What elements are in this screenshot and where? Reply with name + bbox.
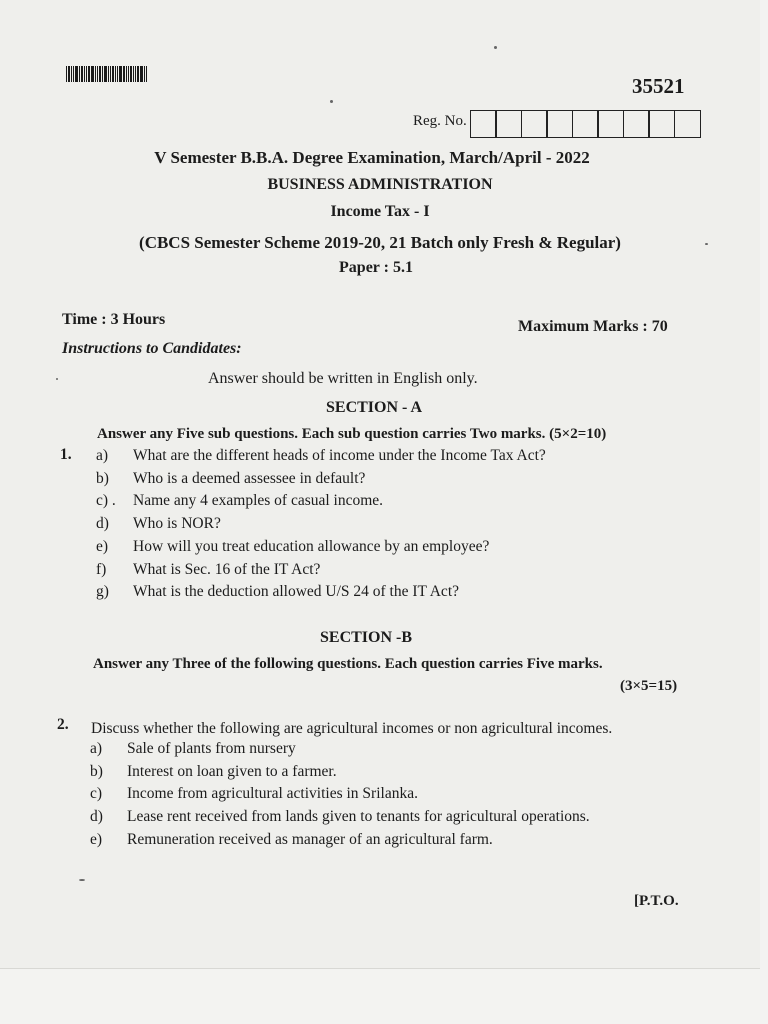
section-b-marks: (3×5=15) [620,678,678,694]
section-a-item-text: What is the deduction allowed U/S 24 of the IT Act? [133,583,459,601]
barcode-bar [68,66,70,82]
section-a-item-text: How will you treat education allowance by an employee? [133,537,490,555]
barcode-bar [117,66,118,82]
barcode [66,66,148,82]
section-a-item-label: d) [96,515,109,533]
barcode-bar [146,66,147,82]
reg-no-box[interactable] [623,110,650,138]
section-b-item-label: a) [90,740,103,757]
section-b-item-text: Interest on loan given to a farmer. [127,762,337,780]
barcode-bar [128,66,129,82]
section-a-item-label: a) [96,447,109,464]
paper-name: Income Tax - I [330,203,430,220]
barcode-bar [110,66,111,82]
barcode-bar [137,66,139,82]
reg-no-label: Reg. No. [413,113,467,129]
barcode-bar [86,66,87,82]
section-b-instruction: Answer any Three of the following questions. Each question carries Five marks. [93,656,603,672]
section-a-item-text: Name any 4 examples of casual income. [133,492,384,510]
barcode-bar [81,66,83,82]
barcode-bar [115,66,116,82]
barcode-bar [126,66,127,82]
section-a-item-label: e) [96,537,109,555]
section-b-item-text: Income from agricultural activities in Srilanka. [127,785,418,803]
barcode-bar [112,66,114,82]
barcode-bar [84,66,85,82]
pto-label: [P.T.O. [634,893,679,909]
scan-speck [79,879,85,881]
exam-title: V Semester B.B.A. Degree Examination, March/April - 2022 [154,148,590,167]
reg-no-box[interactable] [495,110,522,138]
section-b-item-label: c) [90,785,103,803]
barcode-bar [91,66,94,82]
section-a-item-text: What is Sec. 16 of the IT Act? [133,560,321,578]
barcode-bar [119,66,122,82]
section-b-title: SECTION -B [320,629,413,646]
section-a-item-label: c) . [96,492,116,510]
question-2-text: Discuss whether the following are agricultural incomes or non agricultural incomes. [91,720,613,737]
reg-no-boxes [471,110,701,138]
section-b-item-label: e) [90,830,103,848]
paper-code: 35521 [632,74,685,98]
section-a-item-label: f) [96,560,107,578]
barcode-bar [73,66,74,82]
section-b-item-text: Remuneration received as manager of an agricultural farm. [127,830,493,848]
barcode-bar [79,66,80,82]
scheme-line: (CBCS Semester Scheme 2019-20, 21 Batch only Fresh & Regular) [139,233,621,252]
instruction-text: Answer should be written in English only. [208,370,478,387]
question-1-number: 1. [60,446,72,463]
section-a-item-label: b) [96,469,109,487]
barcode-bar [66,66,67,82]
section-a-item-text: Who is a deemed assessee in default? [133,469,366,487]
instructions-label: Instructions to Candidates: [62,340,242,357]
barcode-bar [108,66,109,82]
section-b-item-label: b) [90,762,103,780]
scan-speck [705,243,708,245]
section-b-item-text: Lease rent received from lands given to tenants for agricultural operations. [127,808,590,826]
section-b-item-text: Sale of plants from nursery [127,740,296,757]
barcode-bar [140,66,143,82]
barcode-bar [97,66,98,82]
scan-speck [494,46,497,49]
reg-no-box[interactable] [674,110,701,138]
paper-number: Paper : 5.1 [339,259,413,276]
question-2-number: 2. [57,716,69,733]
barcode-bar [102,66,103,82]
barcode-bar [135,66,136,82]
barcode-bar [130,66,132,82]
barcode-bar [144,66,145,82]
barcode-bar [99,66,101,82]
barcode-bar [95,66,96,82]
section-a-instruction: Answer any Five sub questions. Each sub question carries Two marks. (5×2=10) [97,426,607,442]
time-allowed: Time : 3 Hours [62,311,166,328]
section-b-item-label: d) [90,808,103,826]
section-a-item-text: What are the different heads of income under the Income Tax Act? [133,447,546,464]
subject-title: BUSINESS ADMINISTRATION [267,176,493,193]
reg-no-box[interactable] [648,110,675,138]
scan-speck [56,378,58,380]
section-a-item-text: Who is NOR? [133,515,221,533]
reg-no-box[interactable] [470,110,497,138]
barcode-bar [133,66,134,82]
scan-speck [330,100,333,103]
barcode-bar [104,66,107,82]
section-a-title: SECTION - A [326,399,423,416]
reg-no-box[interactable] [597,110,624,138]
barcode-bar [71,66,72,82]
barcode-bar [75,66,78,82]
section-a-item-label: g) [96,583,109,601]
barcode-bar [88,66,90,82]
reg-no-box[interactable] [521,110,548,138]
reg-no-box[interactable] [546,110,573,138]
barcode-bar [123,66,125,82]
maximum-marks: Maximum Marks : 70 [518,318,668,335]
reg-no-box[interactable] [572,110,599,138]
